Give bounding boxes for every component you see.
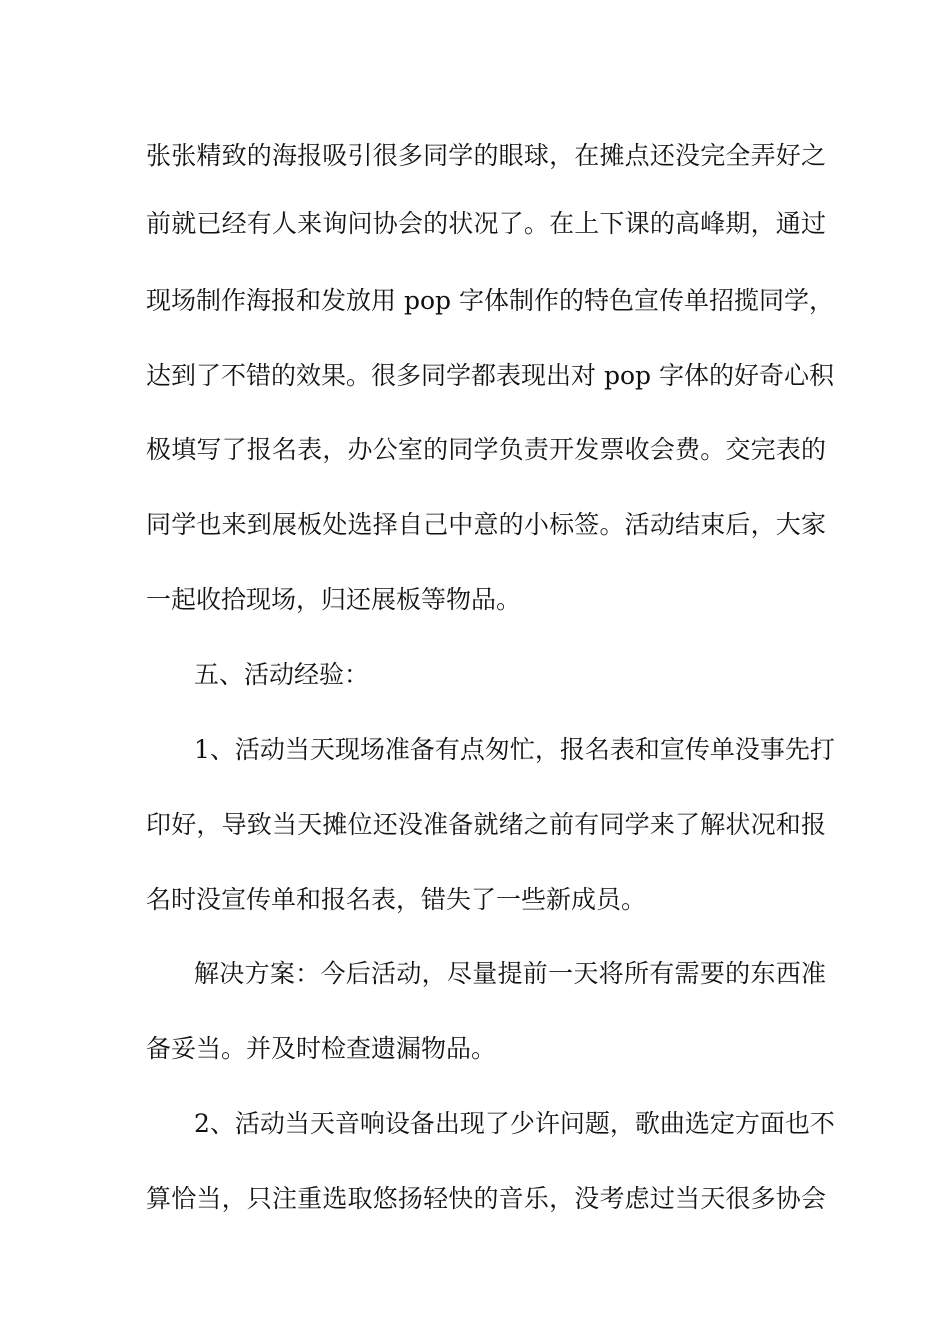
paragraph-line: 2、活动当天音响设备出现了少许问题，歌曲选定方面也不 [194, 1109, 835, 1138]
paragraph-line: 1、活动当天现场准备有点匆忙，报名表和宣传单没事先打 [194, 735, 835, 764]
section-heading: 五、活动经验： [194, 660, 370, 689]
paragraph-line: 极填写了报名表，办公室的同学负责开发票收会费。交完表的 [146, 435, 826, 464]
paragraph-line: 名时没宣传单和报名表，错失了一些新成员。 [146, 885, 647, 914]
paragraph-line: 一起收拾现场，归还展板等物品。 [146, 585, 522, 614]
paragraph-line: 解决方案：今后活动，尽量提前一天将所有需要的东西准 [194, 959, 826, 988]
paragraph-line: 前就已经有人来询问协会的状况了。在上下课的高峰期，通过 [146, 209, 826, 238]
paragraph-line: 印好，导致当天摊位还没准备就绪之前有同学来了解状况和报 [146, 810, 826, 839]
paragraph-line: 算恰当，只注重选取悠扬轻快的音乐，没考虑过当天很多协会 [146, 1184, 826, 1213]
paragraph-line: 现场制作海报和发放用 pop 字体制作的特色宣传单招揽同学， [146, 286, 834, 315]
paragraph-line: 张张精致的海报吸引很多同学的眼球，在摊点还没完全弄好之 [146, 141, 826, 170]
paragraph-line: 备妥当。并及时检查遗漏物品。 [146, 1034, 497, 1063]
paragraph-line: 达到了不错的效果。很多同学都表现出对 pop 字体的好奇心积 [146, 361, 834, 390]
paragraph-line: 同学也来到展板处选择自己中意的小标签。活动结束后，大家 [146, 510, 826, 539]
